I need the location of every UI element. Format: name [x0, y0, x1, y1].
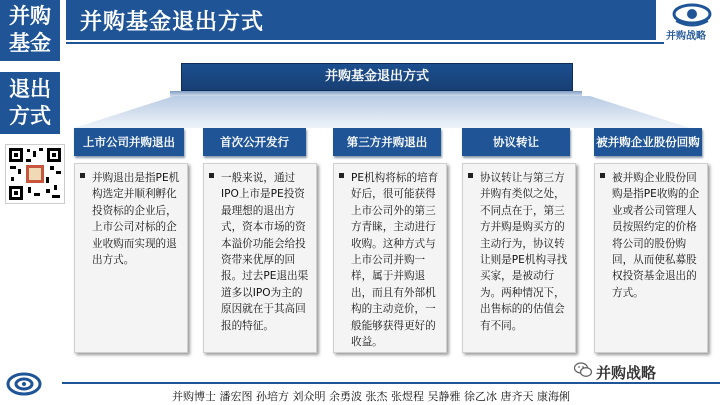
method-card-buyback [594, 163, 708, 353]
banner-base-shape [74, 96, 690, 128]
method-title-ma-listed: 上市公司并购退出 [74, 128, 184, 156]
sidebar-brand-label: 并购 基金 [9, 4, 51, 55]
method-desc-ipo: 一般来说，通过IPO上市是PE投资最理想的退出方式，资本市场的资本溢价功能会给投资带来优厚的回报。过去PE退出渠道多以IPO为主的原因就在于其高回报的特征。 [221, 172, 309, 332]
method-desc-agreement-transfer: 协议转让与第三方并购有类似之处，不同点在于，第三方并购是购买方的主动行为，协议转让则是PE机构寻找买家，是被动行为。两种情况下，出售标的的估值会有不同。 [480, 172, 568, 332]
method-title-ipo: 首次公开发行 [203, 128, 306, 156]
method-card-third-party [333, 163, 447, 353]
sidebar-brand-block [0, 0, 60, 61]
bullet-icon [339, 173, 344, 178]
brand-logo-text: 并购战略 [666, 31, 706, 42]
footer-authors: 并购博士 潘宏图 孙培方 刘众明 余勇波 张杰 张煜程 吴静雅 徐乙冰 唐齐天 康海俐 [172, 390, 570, 403]
method-desc-buyback: 被并购企业股份回购是指PE收购的企业或者公司管理人员按照约定的价格将公司的股份购回，从而使私募股权投资基金退出的方式。 [612, 172, 700, 299]
method-title-buyback: 被并购企业股份回购 [594, 128, 702, 156]
bullet-icon [468, 173, 473, 178]
header-divider [66, 42, 720, 44]
wechat-account-label: 并购战略 [596, 364, 657, 382]
method-title-third-party: 第三方并购退出 [333, 128, 441, 156]
bullet-icon [600, 173, 605, 178]
method-card-ma-listed [74, 163, 188, 353]
sidebar-section-block [0, 72, 60, 134]
company-logo-icon [6, 372, 42, 396]
method-desc-ma-listed: 并购退出是指PE机构选定并顺利孵化投资标的企业后，上市公司对标的企业收购而实现的退出方式。 [92, 172, 180, 267]
qr-code [5, 144, 65, 204]
page-title: 并购基金退出方式 [80, 10, 265, 35]
bullet-icon [209, 173, 214, 178]
section-banner: 并购基金退出方式 [181, 63, 573, 91]
wechat-icon [574, 362, 592, 378]
sidebar-section-label: 退出 方式 [9, 77, 51, 128]
method-card-ipo [203, 163, 317, 353]
method-desc-third-party: PE机构将标的培育好后，很可能获得上市公司外的第三方青睐，主动进行收购。这种方式与上市公司并购一样，属于并购退出，而且有外部机构的主动竞价，一般能够获得更好的收益。 [351, 172, 439, 349]
method-title-agreement-transfer: 协议转让 [462, 128, 570, 156]
bullet-icon [80, 173, 85, 178]
eye-logo-icon [664, 0, 720, 28]
method-card-agreement-transfer [462, 163, 576, 353]
